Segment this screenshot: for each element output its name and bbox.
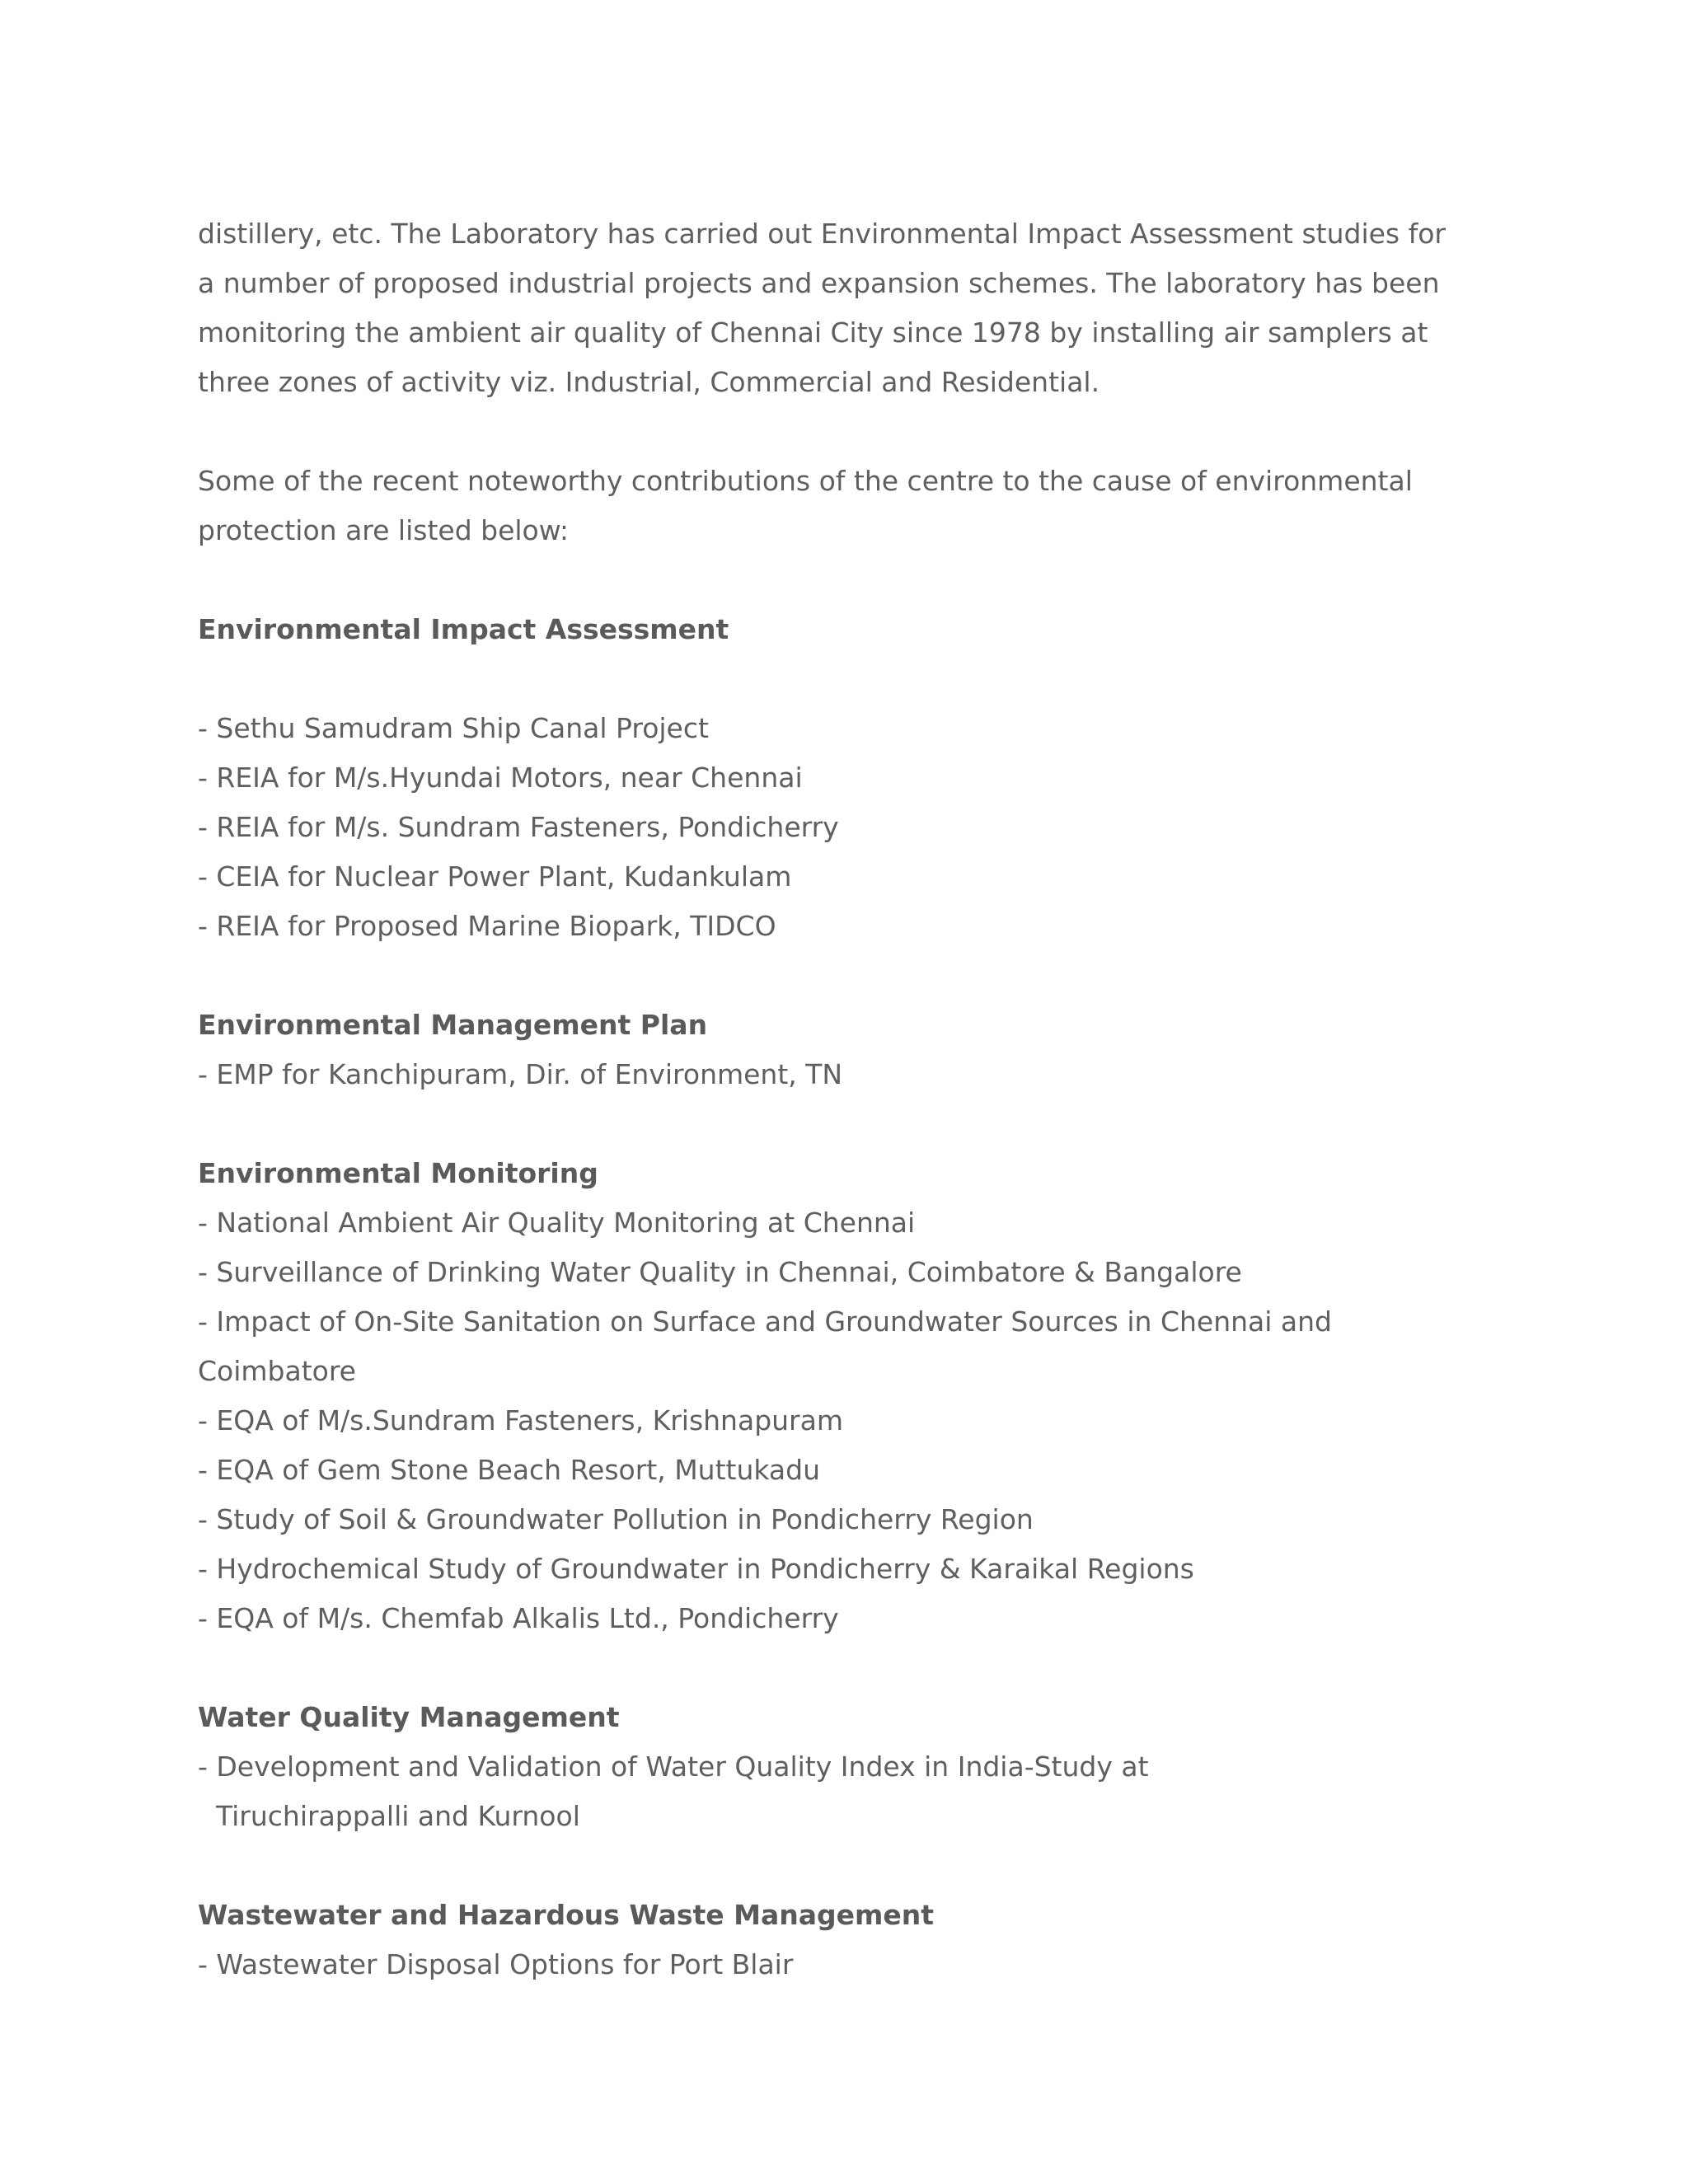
list-item: - Surveillance of Drinking Water Quality in Chennai, Coimbatore & Bangalore xyxy=(198,1256,1242,1288)
section-wastewater-hazardous-waste-management xyxy=(198,1891,1517,1990)
list-item: - National Ambient Air Quality Monitoring at Chennai xyxy=(198,1207,916,1239)
section-water-quality-management xyxy=(198,1693,1517,1841)
list-item: - REIA for Proposed Marine Biopark, TIDCO xyxy=(198,910,776,942)
section-heading: Water Quality Management xyxy=(198,1701,620,1733)
list-item-continuation: Coimbatore xyxy=(198,1355,356,1387)
list-item: - CEIA for Nuclear Power Plant, Kudankulam xyxy=(198,860,792,893)
section-environmental-monitoring xyxy=(198,1149,1517,1643)
list-item: - REIA for M/s.Hyundai Motors, near Chennai xyxy=(198,762,803,794)
intro-line: distillery, etc. The Laboratory has carried out Environmental Impact Assessment studies for xyxy=(198,218,1446,250)
list-item: - Impact of On-Site Sanitation on Surface and Groundwater Sources in Chennai and xyxy=(198,1305,1332,1338)
document-page xyxy=(198,209,1517,1990)
section-heading: Environmental Monitoring xyxy=(198,1157,598,1189)
list-item: - EMP for Kanchipuram, Dir. of Environment, TN xyxy=(198,1058,843,1090)
list-item: - EQA of M/s.Sundram Fasteners, Krishnapuram xyxy=(198,1404,843,1436)
contributions-paragraph xyxy=(198,457,1517,555)
intro-paragraph xyxy=(198,209,1517,407)
list-item: - Wastewater Disposal Options for Port Blair xyxy=(198,1948,794,1980)
section-environmental-impact-assessment xyxy=(198,605,1517,951)
list-item: - EQA of Gem Stone Beach Resort, Muttukadu xyxy=(198,1454,821,1486)
list-item: - Hydrochemical Study of Groundwater in Pondicherry & Karaikal Regions xyxy=(198,1553,1194,1585)
intro-line: monitoring the ambient air quality of Chennai City since 1978 by installing air samplers at xyxy=(198,316,1428,349)
list-item: - Development and Validation of Water Quality Index in India-Study at xyxy=(198,1750,1149,1783)
intro-line: a number of proposed industrial projects and expansion schemes. The laboratory has been xyxy=(198,267,1440,299)
section-environmental-management-plan xyxy=(198,1001,1517,1099)
list-item: - Study of Soil & Groundwater Pollution in Pondicherry Region xyxy=(198,1503,1034,1535)
list-item-continuation: Tiruchirappalli and Kurnool xyxy=(216,1800,580,1832)
list-item: - REIA for M/s. Sundram Fasteners, Pondicherry xyxy=(198,811,839,843)
intro-line: three zones of activity viz. Industrial, Commercial and Residential. xyxy=(198,366,1100,398)
section-heading: Environmental Impact Assessment xyxy=(198,613,729,645)
section-heading: Environmental Management Plan xyxy=(198,1009,708,1041)
list-item: - EQA of M/s. Chemfab Alkalis Ltd., Pondicherry xyxy=(198,1602,839,1634)
section-heading: Wastewater and Hazardous Waste Management xyxy=(198,1899,935,1931)
contributions-line: Some of the recent noteworthy contributions of the centre to the cause of environmental xyxy=(198,465,1413,497)
contributions-line: protection are listed below: xyxy=(198,514,570,546)
list-item: - Sethu Samudram Ship Canal Project xyxy=(198,712,709,744)
